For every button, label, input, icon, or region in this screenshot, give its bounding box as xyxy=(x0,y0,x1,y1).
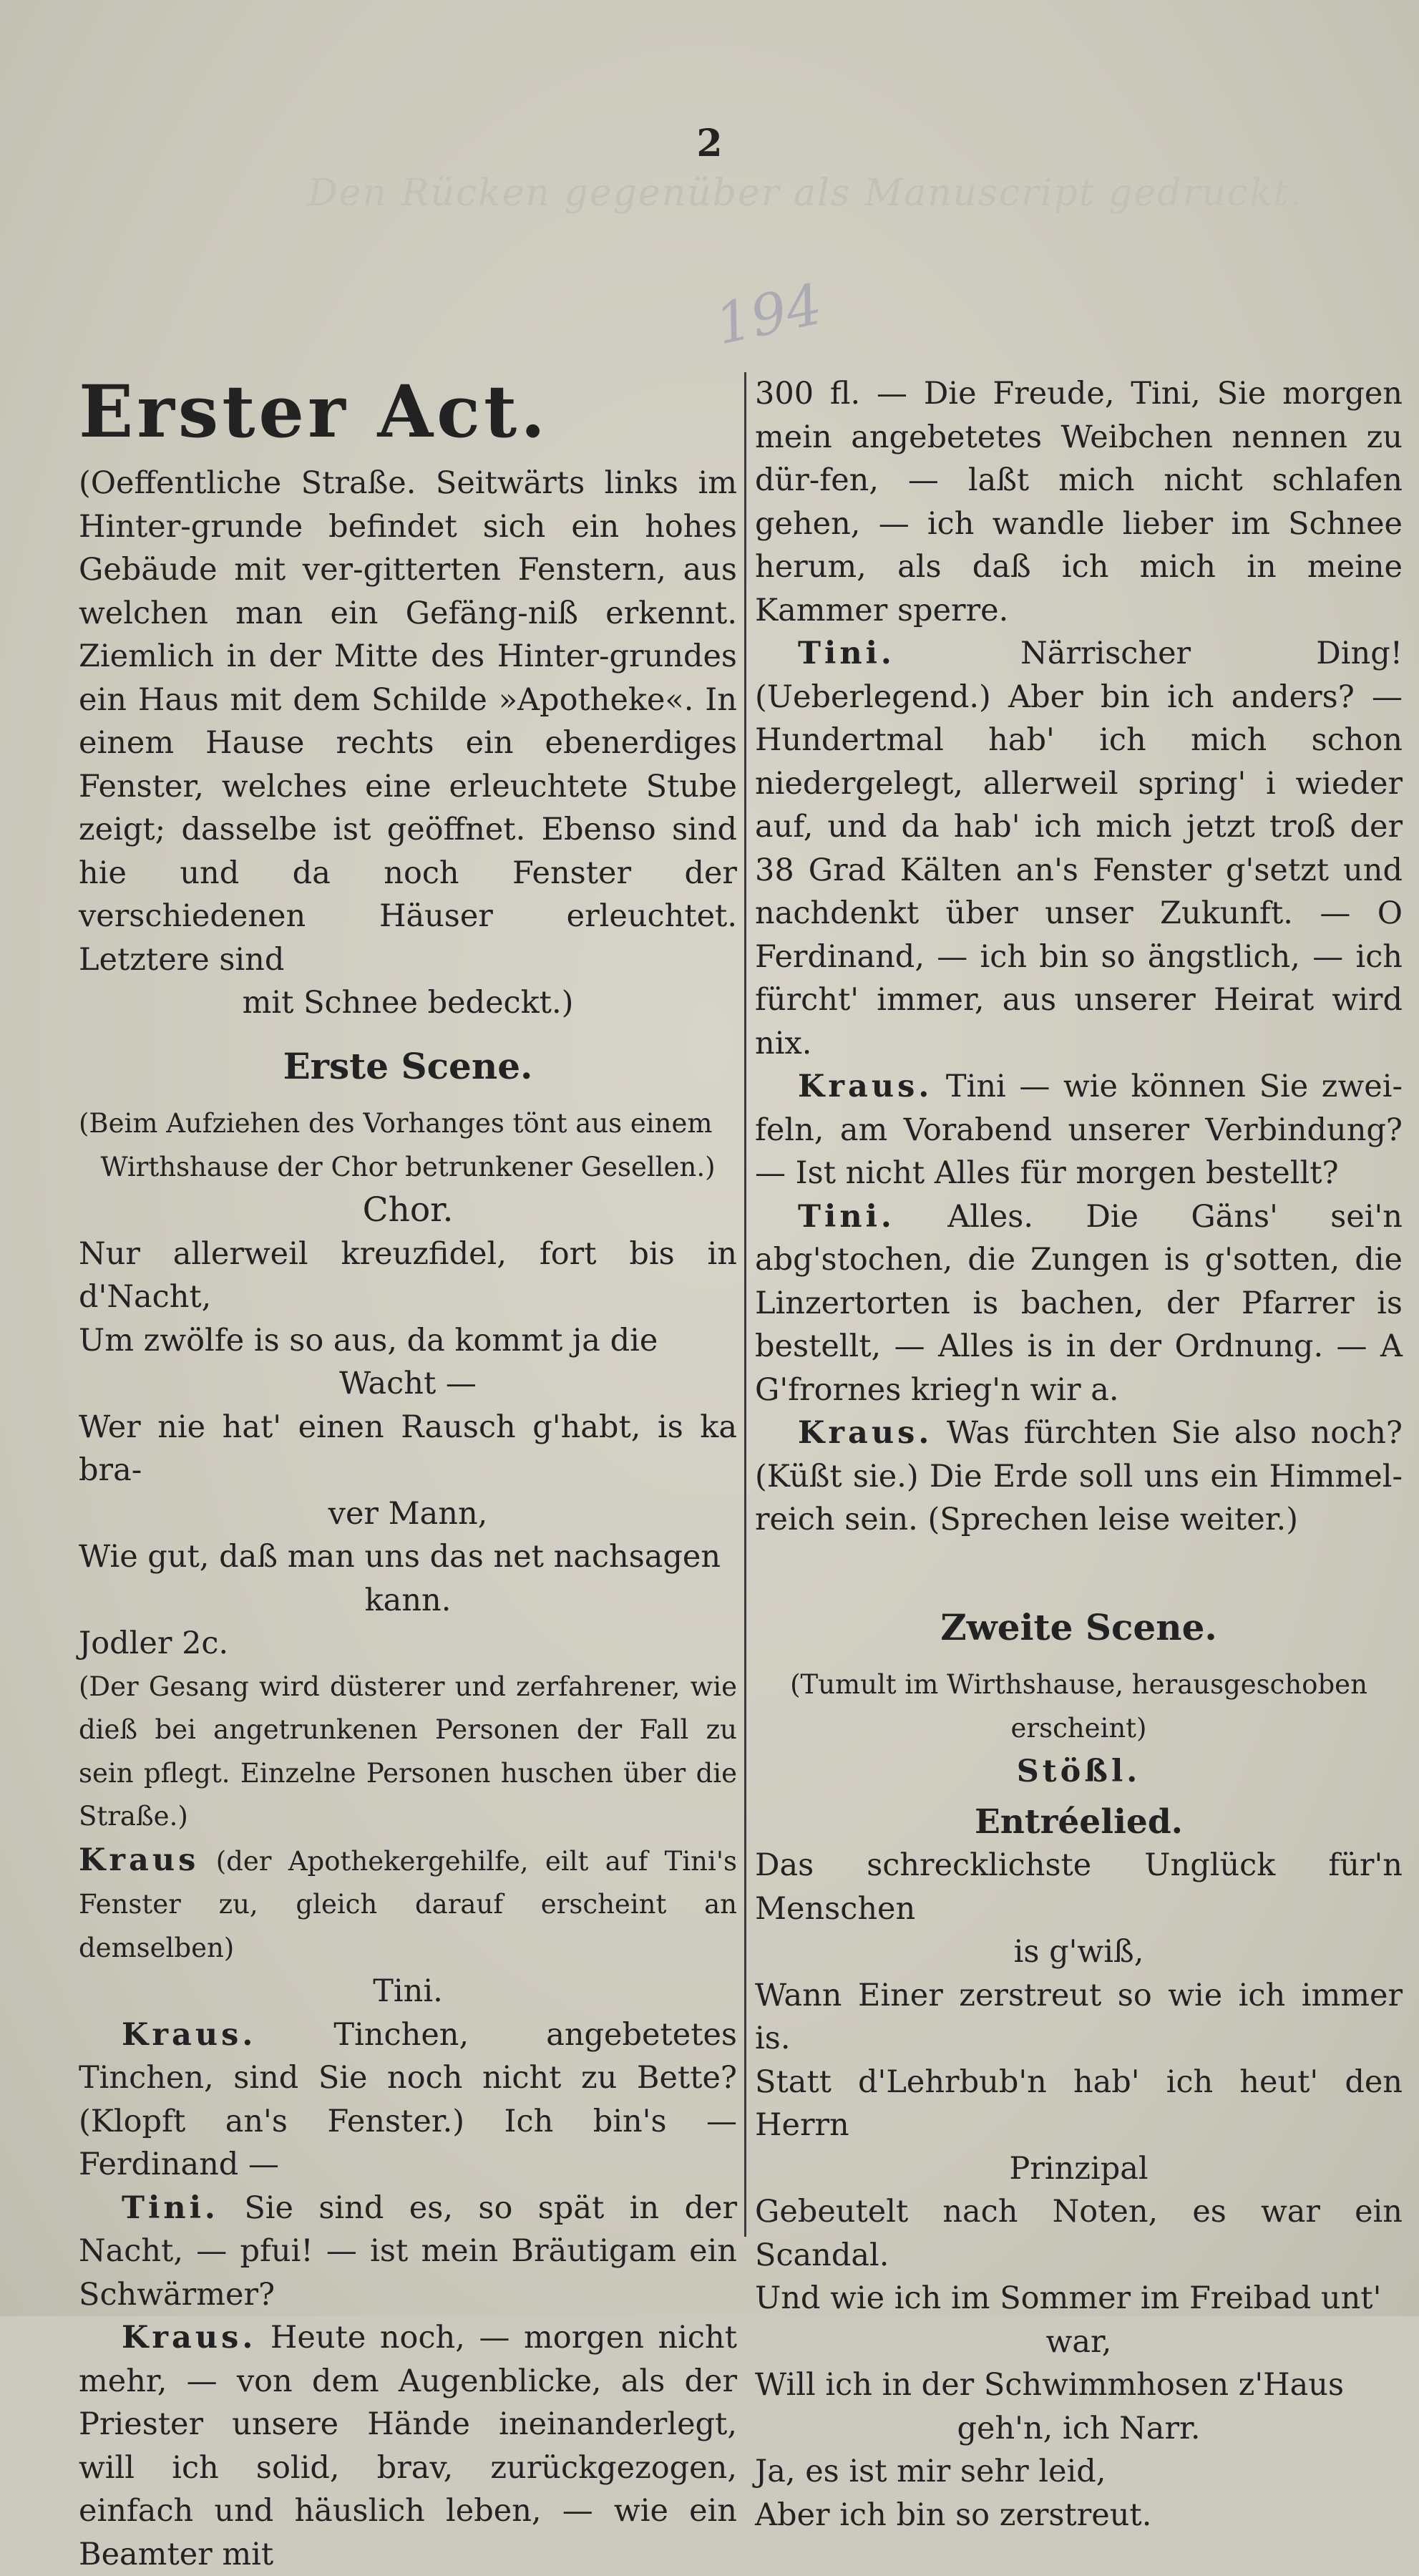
entry-direction xyxy=(79,1839,737,1970)
act-title: Erster Act. xyxy=(79,369,550,454)
dialogue xyxy=(79,2316,737,2576)
song-line-cont: kann. xyxy=(364,1582,452,1618)
dialogue xyxy=(79,2187,737,2317)
speaker-name: Tini. xyxy=(122,2189,219,2226)
show-through-text: Den Rücken gegenüber als Manuscript gedruckt. xyxy=(308,172,1303,215)
dialogue-text: Närrischer Ding! (Ueberlegend.) Aber bin ich anders? — Hundertmal hab' ich mich schon niedergelegt, allerweil spring' i wieder auf, und da hab' ich mich jetzt troß der 38 Grad Kälten an's Fenster g'setzt und nachdenkt über unser Zukunft. — O Ferdinand, — ich bin so ängstlich, — ich fürcht' immer, aus unserer Heirat wird nix. xyxy=(755,636,1403,1061)
entry-text: (der Apothekergehilfe, eilt auf Tini's Fenster zu, gleich darauf erscheint an demselben) xyxy=(79,1845,737,1963)
stage-direction-end: mit Schnee bedeckt.) xyxy=(242,985,574,1021)
stage-direction: (Oeffentliche Straße. Seitwärts links im Hinter-grunde befindet sich ein hohes Gebäude mit ver-gitterten Fenstern, aus welchen man ein Gefäng-niß erkennt. Ziemlich in der Mitte des Hinter-grundes ein Haus mit dem Schilde »Apotheke«. In einem Hause rechts ein ebenerdiges Fenster, welches eine erleuchtete Stube zeigt; dasselbe ist geöffnet. Ebenso sind hie und da noch Fenster der verschiedenen Häuser erleuchtet. Letztere sind xyxy=(79,465,737,978)
song-line: Nur allerweil kreuzfidel, fort bis in d'Nacht, xyxy=(79,1235,737,1315)
column-divider xyxy=(744,372,746,2237)
dialogue xyxy=(755,1411,1403,1542)
right-column xyxy=(755,372,1403,2537)
dialogue-text: Tinchen, angebetetes Tinchen, sind Sie noch nicht zu Bette? (Klopft an's Fenster.) Ich bin's — Ferdinand — xyxy=(79,2016,737,2182)
song-line-cont: Wacht — xyxy=(339,1366,477,1401)
stage-direction: (Der Gesang wird düsterer und zerfahrener, wie dieß bei angetrunkenen Personen der Fall zu sein pflegt. Einzelne Personen huschen über die Straße.) xyxy=(79,1671,737,1832)
speaker-name: Tini. xyxy=(798,636,895,671)
dialogue xyxy=(755,1195,1403,1412)
song-line-cont: war, xyxy=(1045,2323,1112,2360)
speaker-name: Kraus. xyxy=(122,2016,257,2053)
song-line: Aber ich bin so zerstreut. xyxy=(755,2497,1152,2533)
dialogue-text: Tini — wie können Sie zwei-feln, am Vorabend unserer Verbindung?— Ist nicht Alles für morgen bestellt? xyxy=(755,1069,1403,1191)
song-line: Wer nie hat' einen Rausch g'habt, is ka bra- xyxy=(79,1409,737,1488)
speaker-name: Kraus. xyxy=(798,1069,933,1104)
song-line: Das schrecklichste Unglück für'n Menschen xyxy=(755,1847,1403,1927)
dialogue-text: Heute noch, — morgen nicht mehr, — von dem Augenblicke, als der Priester unsere Hände ineinanderlegt, will ich solid, brav, zurückgezogen, einfach und häuslich leben, — wie ein Beamter mit xyxy=(79,2320,737,2572)
character-entry: Tini. xyxy=(373,1973,443,2009)
song-line-cont: Prinzipal xyxy=(1009,2150,1149,2187)
song-line-cont: geh'n, ich Narr. xyxy=(957,2410,1201,2446)
page-number: 2 xyxy=(696,122,723,165)
scene-heading: Erste Scene. xyxy=(283,1044,533,1087)
song-line: Um zwölfe is so aus, da kommt ja die xyxy=(79,1322,658,1359)
song-line: Wie gut, daß man uns das net nachsagen xyxy=(79,1539,721,1575)
song-heading: Entréelied. xyxy=(974,1802,1184,1842)
dialogue xyxy=(755,1065,1403,1195)
song-line-cont: ver Mann, xyxy=(328,1495,488,1532)
song-line: Will ich in der Schwimmhosen z'Haus xyxy=(755,2367,1345,2403)
dialogue-text: Sie sind es, so spät in der Nacht, — pfui! — ist mein Bräutigam ein Schwärmer? xyxy=(79,2189,738,2313)
song-line-cont: is g'wiß, xyxy=(1013,1934,1144,1970)
speaker-name: Tini. xyxy=(798,1198,895,1235)
song-line: Statt d'Lehrbub'n hab' ich heut' den Herrn xyxy=(755,2064,1403,2143)
song-line: Gebeutelt nach Noten, es war ein Scandal. xyxy=(755,2194,1403,2273)
dialogue xyxy=(755,632,1403,1065)
speaker-name: Kraus xyxy=(79,1842,200,1878)
chorus-heading: Chor. xyxy=(362,1190,454,1230)
stage-direction: (Tumult im Wirthshause, herausgeschoben erscheint) xyxy=(790,1669,1367,1744)
pencil-mark: 194 xyxy=(710,272,828,358)
left-column xyxy=(79,369,738,2576)
speaker-name: Kraus. xyxy=(122,2320,257,2356)
stage-direction: (Beim Aufziehen des Vorhanges tönt aus einem xyxy=(79,1108,713,1139)
stage-direction-end: Wirthshause der Chor betrunkener Gesellen.) xyxy=(100,1151,716,1182)
dialogue-text: Was fürchten Sie also noch? (Küßt sie.) Die Erde soll uns ein Himmel-reich sein. (Sprechen leise weiter.) xyxy=(755,1415,1403,1537)
song-line: Und wie ich im Sommer im Freibad unt' xyxy=(755,2280,1382,2316)
dialogue xyxy=(79,2013,737,2187)
character-entry: Stößl. xyxy=(1016,1754,1141,1789)
dialogue-continuation: 300 fl. — Die Freude, Tini, Sie morgen mein angebetetes Weibchen nennen zu dür-fen, — laßt mich nicht schlafen gehen, — ich wandle lieber im Schnee herum, als daß ich mich in meine Kammer sperre. xyxy=(755,376,1403,628)
song-line: Wann Einer zerstreut so wie ich immer is. xyxy=(755,1977,1403,2056)
dialogue-text: Alles. Die Gäns' sei'n abg'stochen, die Zungen is g'sotten, die Linzertorten is bachen, der Pfarrer is bestellt, — Alles is in der Ordnung. — A G'frornes krieg'n wir a. xyxy=(755,1198,1403,1408)
speaker-name: Kraus. xyxy=(798,1415,933,1451)
song-line: Ja, es ist mir sehr leid, xyxy=(755,2454,1106,2489)
scene-heading: Zweite Scene. xyxy=(940,1605,1217,1648)
jodler-line: Jodler 2c. xyxy=(79,1625,229,1661)
